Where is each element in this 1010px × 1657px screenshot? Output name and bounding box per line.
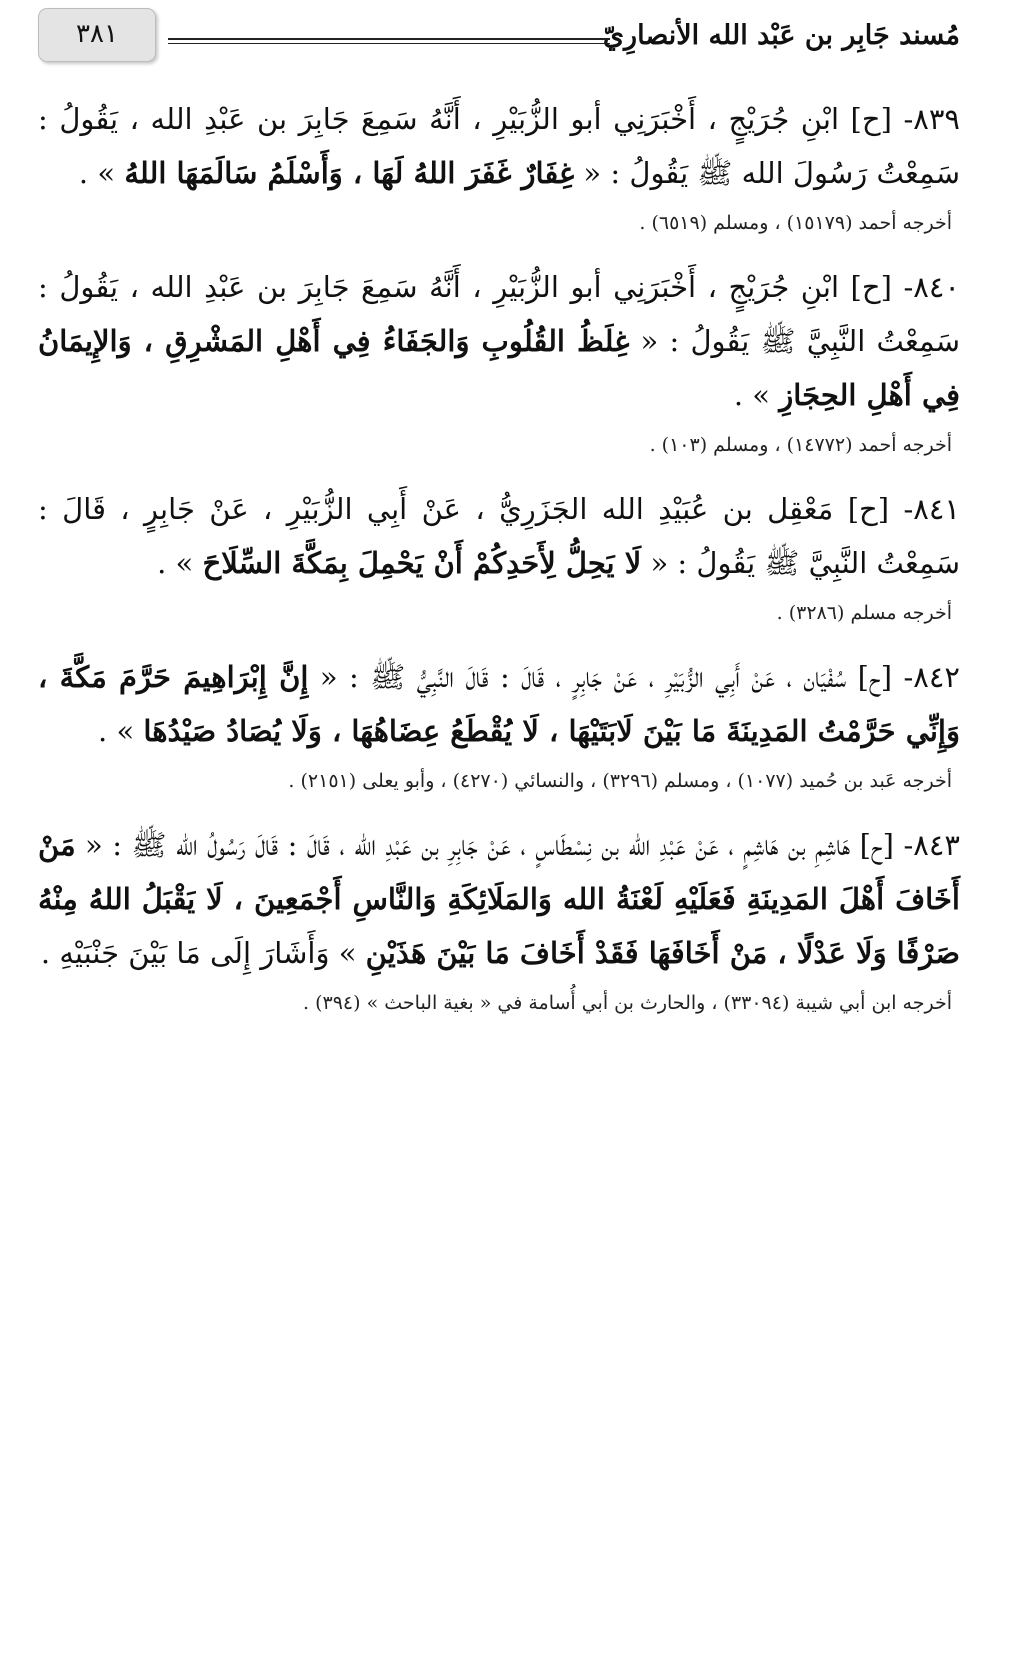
hadith-matn: مَنْ أَخَافَ أَهْلَ المَدِينَةِ فَعَلَيْهِ لَعْنَةُ الله وَالمَلَائِكَةِ وَالنَّاسِ أَجْمَعِينَ ، لَا يَقْبَلُ اللهُ مِنْهُ صَرْفًا وَلَا عَدْلًا ، مَنْ أَخَافَهَا فَقَدْ أَخَافَ مَا بَيْنَ هَذَيْنِ	[38, 828, 960, 970]
page-number: ٣٨١	[76, 19, 118, 49]
hadith-ending: » .	[98, 714, 144, 748]
hadith-entry	[38, 92, 960, 238]
hadith-text	[38, 818, 960, 980]
hadith-isnad: [ح] ابْنِ جُرَيْجٍ ، أَخْبَرَنِي أبو الزُّبَيْرِ ، أَنَّهُ سَمِعَ جَابِرَ بن عَبْدِ الله ، يَقُولُ : سَمِعْتُ النَّبِيَّ ﷺ يَقُولُ : «	[38, 270, 960, 358]
hadith-isnad: [ح] هَاشِمِ بن هَاشِمٍ ، عَنْ عَبْدِ الله بن نِسْطَاسٍ ، عَنْ جَابِرِ بن عَبْدِ الله ، قَالَ : قَالَ رَسُولُ الله ﷺ : «	[75, 828, 904, 862]
hadith-text	[38, 482, 960, 590]
hadith-ending: » وَأَشَارَ إِلَى مَا بَيْنَ جَنْبَيْهِ .	[40, 936, 366, 970]
hadith-number: ٨٤١-	[903, 492, 960, 526]
hadith-number: ٨٤٢-	[903, 660, 960, 694]
hadith-entry	[38, 650, 960, 796]
hadith-text	[38, 92, 960, 200]
hadith-number: ٨٤٠-	[903, 270, 960, 304]
takhrij-note: أخرجه أحمد (١٥١٧٩) ، ومسلم (٦٥١٩) .	[639, 212, 952, 234]
hadith-text	[38, 260, 960, 422]
hadith-entry	[38, 260, 960, 460]
header-title: مُسند جَابِر بن عَبْد الله الأنصارِيّ	[602, 20, 960, 51]
takhrij-note: أخرجه أحمد (١٤٧٧٢) ، ومسلم (١٠٣) .	[649, 434, 952, 456]
hadith-ending: » .	[733, 378, 780, 412]
hadith-matn: غِلَظُ القُلُوبِ وَالجَفَاءُ فِي أَهْلِ المَشْرِقِ ، وَالإِيمَانُ فِي أَهْلِ الحِجَازِ	[38, 324, 960, 412]
running-header	[38, 8, 960, 60]
header-rule	[168, 38, 610, 44]
hadith-list	[38, 92, 960, 1040]
hadith-ending: » .	[157, 546, 203, 580]
hadith-isnad: [ح] ابْنِ جُرَيْجٍ ، أَخْبَرَنِي أبو الزُّبَيْرِ ، أَنَّهُ سَمِعَ جَابِرَ بن عَبْدِ الله ، يَقُولُ : سَمِعْتُ رَسُولَ الله ﷺ يَقُولُ : «	[38, 102, 960, 190]
takhrij-note: أخرجه عَبد بن حُميد (١٠٧٧) ، ومسلم (٣٢٩٦) ، والنسائي (٤٢٧٠) ، وأبو يعلى (٢١٥١) .	[288, 770, 952, 792]
page-number-tab	[38, 8, 156, 62]
hadith-matn: إِنَّ إِبْرَاهِيمَ حَرَّمَ مَكَّةَ ، وَإِنِّي حَرَّمْتُ المَدِينَةَ مَا بَيْنَ لَابَتَيْهَا ، لَا يُقْطَعُ عِضَاهُهَا ، وَلَا يُصَادُ صَيْدُهَا	[38, 660, 960, 748]
takhrij-note: أخرجه مسلم (٣٢٨٦) .	[776, 602, 952, 624]
hadith-number: ٨٣٩-	[903, 102, 960, 136]
hadith-number: ٨٤٣-	[903, 828, 960, 862]
hadith-isnad: [ح] سُفْيَان ، عَنْ أَبِي الزُّبَيْرِ ، عَنْ جَابِرٍ ، قَالَ : قَالَ النَّبِيُّ ﷺ : «	[308, 660, 904, 694]
hadith-text	[38, 650, 960, 758]
takhrij-note: أخرجه ابن أبي شيبة (٣٣٠٩٤) ، والحارث بن أبي أُسامة في « بغية الباحث » (٣٩٤) .	[303, 992, 952, 1014]
hadith-matn: لَا يَحِلُّ لِأَحَدِكُمْ أَنْ يَحْمِلَ بِمَكَّةَ السِّلَاحَ	[202, 546, 642, 580]
hadith-ending: » .	[78, 156, 125, 190]
hadith-entry	[38, 818, 960, 1018]
hadith-isnad: [ح] مَعْقِل بن عُبَيْدِ الله الجَزَرِيُّ ، عَنْ أَبِي الزُّبَيْرِ ، عَنْ جَابِرٍ ، قَالَ : سَمِعْتُ النَّبِيَّ ﷺ يَقُولُ : «	[38, 492, 960, 580]
hadith-entry	[38, 482, 960, 628]
hadith-matn: غِفَارٌ غَفَرَ اللهُ لَهَا ، وَأَسْلَمُ سَالَمَهَا اللهُ	[124, 156, 575, 190]
